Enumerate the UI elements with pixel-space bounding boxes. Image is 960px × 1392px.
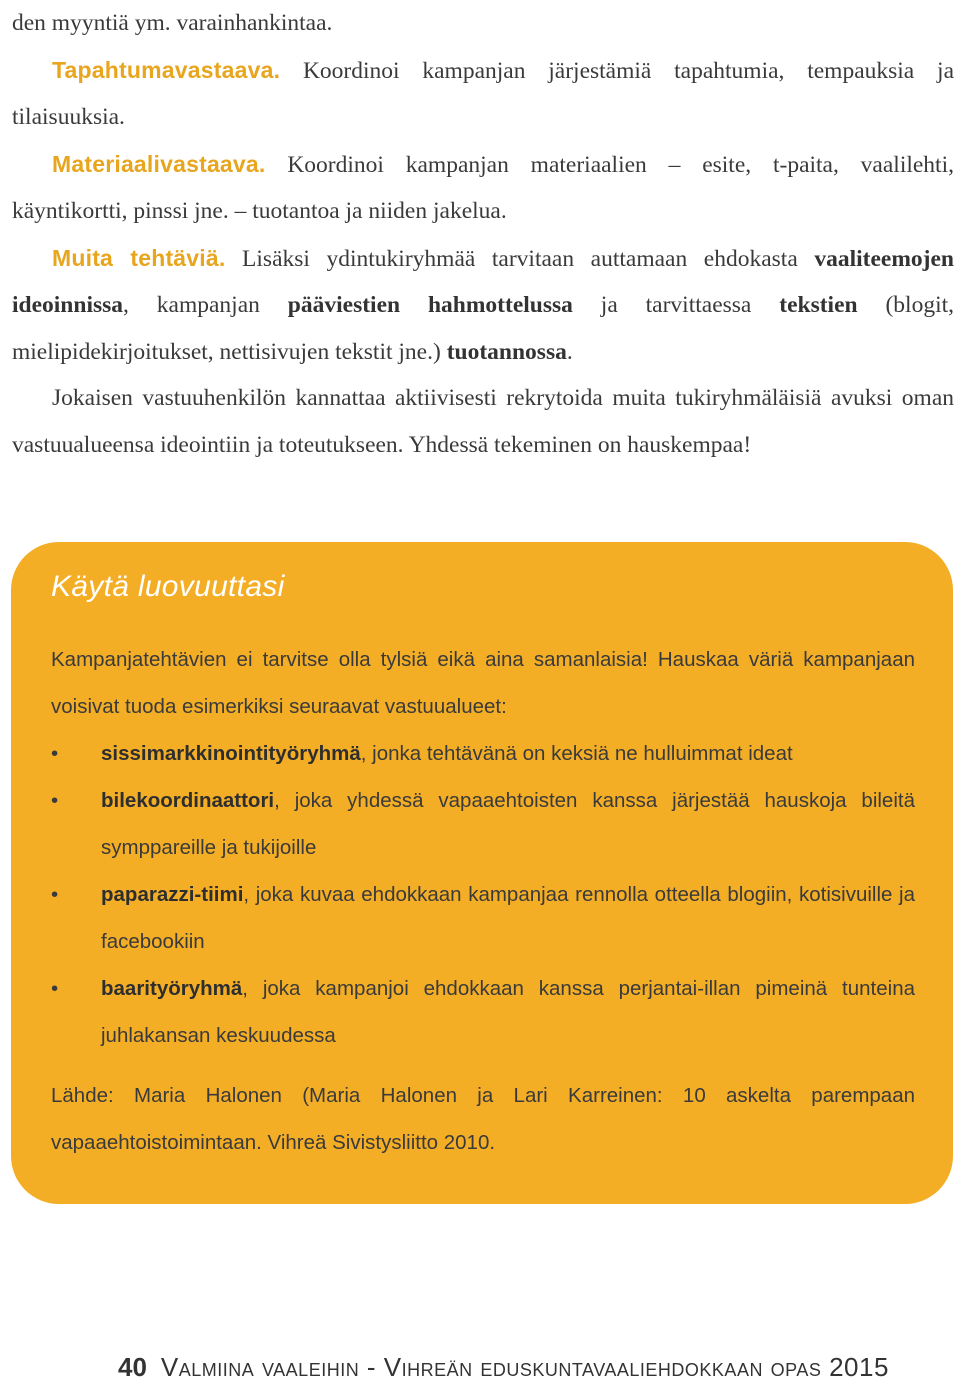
event-coordinator-heading: Tapahtumavastaava. — [52, 56, 281, 83]
bullet-icon: • — [51, 977, 59, 1000]
bullet-icon: • — [51, 789, 59, 812]
other-tasks-text-1: Lisäksi ydintukiryhmää tarvitaan auttamaan ehdokasta — [225, 245, 815, 272]
paragraph-event-coordinator — [12, 47, 954, 141]
paragraph-material-coordinator — [12, 141, 954, 235]
page-number: 40 — [118, 1352, 147, 1382]
other-tasks-text-2: , kampanjan — [123, 292, 288, 318]
paragraph-other-tasks — [12, 235, 954, 376]
paragraph-intro-line — [12, 0, 954, 47]
list-item — [51, 965, 915, 1059]
paragraph-closing — [12, 375, 954, 468]
body-text — [12, 0, 954, 468]
other-tasks-bold-2: pääviestien hahmottelussa — [287, 292, 573, 318]
responsibility-list — [51, 730, 915, 1059]
list-item-bold: bilekoordinaattori — [101, 789, 275, 812]
list-item — [51, 777, 915, 871]
list-item — [51, 871, 915, 965]
creativity-info-box — [11, 542, 953, 1204]
bullet-icon: • — [51, 883, 59, 906]
bullet-icon: • — [51, 742, 59, 765]
other-tasks-bold-4: tuotannossa — [446, 338, 567, 365]
other-tasks-heading: Muita tehtäviä. — [52, 244, 226, 271]
closing-text: Jokaisen vastuuhenkilön kannattaa aktiivisesti rekrytoida muita tukiryhmäläisiä avuksi oman vastuualueensa ideointiin ja toteutukseen. Yhdessä tekeminen on hauskempaa! — [12, 385, 954, 458]
intro-text: den myyntiä ym. varainhankintaa. — [12, 10, 333, 36]
info-box-title: Käytä luovuuttasi — [51, 570, 285, 603]
page-footer — [118, 1352, 889, 1392]
material-coordinator-heading: Materiaalivastaava. — [52, 150, 266, 177]
info-box-intro: Kampanjatehtävien ei tarvitse olla tylsiä eikä aina samanlaisia! Hauskaa väriä kampanjaan voisivat tuoda esimerkiksi seuraavat vastuualueet: — [51, 648, 915, 718]
other-tasks-bold-3: tekstien — [779, 292, 858, 318]
list-item-bold: paparazzi-tiimi — [101, 883, 244, 906]
list-item — [51, 730, 915, 777]
list-item-text: , joka yhdessä vapaaehtoisten kanssa järjestää hauskoja bileitä symppareille ja tukijoille — [101, 789, 915, 859]
material-coordinator-text: Koordinoi kampanjan materiaalien – esite, t-paita, vaalilehti, käyntikortti, pinssi jne. – tuotantoa ja niiden jakelua. — [12, 151, 954, 224]
list-item-text: , jonka tehtävänä on keksiä ne hulluimmat ideat — [360, 742, 793, 765]
event-coordinator-text: Koordinoi kampanjan järjestämiä tapahtumia, tempauksia ja tilaisuuksia. — [12, 57, 954, 130]
info-box-body — [51, 636, 915, 1166]
other-tasks-text-3: ja tarvittaessa — [572, 292, 780, 318]
list-item-bold: sissimarkkinointityöryhmä — [101, 742, 361, 765]
list-item-bold: baarityöryhmä — [101, 977, 243, 1000]
other-tasks-text-5: . — [566, 338, 573, 365]
list-item-text: , joka kampanjoi ehdokkaan kanssa perjantai-illan pimeinä tunteina juhlakansan keskuudessa — [101, 977, 915, 1047]
footer-title: Valmiina vaaleihin - Vihreän eduskuntavaaliehdokkaan opas 2015 — [160, 1352, 889, 1382]
info-box-source: Lähde: Maria Halonen (Maria Halonen ja Lari Karreinen: 10 askelta parempaan vapaaehtoistoimintaan. Vihreä Sivistysliitto 2010. — [51, 1084, 915, 1154]
other-tasks-bold-1: vaaliteemojen ideoinnissa — [12, 245, 954, 318]
list-item-text: , joka kuvaa ehdokkaan kampanjaa rennolla otteella blogiin, kotisivuille ja facebookiin — [101, 883, 915, 953]
other-tasks-text-4: (blogit, mielipidekirjoitukset, nettisivujen tekstit jne.) — [12, 292, 955, 365]
